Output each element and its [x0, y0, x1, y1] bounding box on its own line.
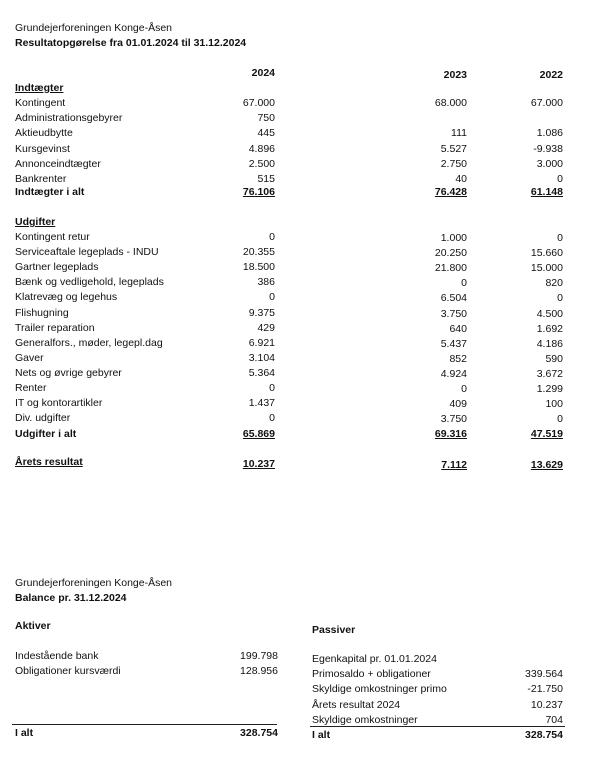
value-2022: 590	[545, 352, 563, 365]
value-2024: 2.500	[248, 157, 275, 170]
value-2023: 0	[461, 277, 467, 290]
value-2023: 2.750	[440, 157, 467, 170]
row-label: Nets og øvrige gebyrer	[15, 366, 122, 379]
liability-value: 339.564	[525, 668, 563, 681]
value-2023: 21.800	[434, 262, 467, 275]
expenses-heading: Udgifter	[15, 216, 56, 228]
row-label: Administrationsgebyrer	[15, 112, 123, 125]
result-label: Årets resultat	[15, 456, 83, 468]
value-2024: 429	[257, 321, 275, 334]
assets-heading: Aktiver	[15, 620, 51, 632]
row-label: Annonceindtægter	[15, 157, 101, 170]
liabilities-total-label: I alt	[312, 729, 331, 741]
result-2024: 10.237	[242, 458, 275, 470]
value-2024: 0	[269, 382, 275, 394]
liability-label: Egenkapital pr. 01.01.2024	[312, 653, 437, 665]
value-2022: 15.660	[530, 247, 563, 260]
row-label: Gaver	[15, 351, 44, 364]
value-2023: 409	[449, 398, 467, 411]
balance-org-name: Grundejerforeningen Konge-Åsen	[15, 577, 173, 589]
value-2024: 386	[257, 276, 275, 289]
row-label: Generalfors., møder, legepl.dag	[15, 336, 163, 349]
value-2024: 0	[269, 291, 275, 304]
liability-label: Primosaldo + obligationer	[312, 668, 431, 681]
value-2022: 1.086	[536, 127, 563, 140]
value-2022: 4.186	[536, 337, 563, 350]
row-label: Div. udgifter	[15, 412, 71, 425]
value-2023: 111	[451, 127, 467, 140]
value-2024: 0	[269, 412, 275, 425]
value-2023: 0	[461, 383, 467, 395]
row-label: IT og kontorartikler	[15, 397, 103, 410]
assets-total-rule	[12, 724, 277, 725]
row-label: Flishugning	[15, 306, 69, 319]
value-2024: 18.500	[242, 261, 275, 274]
value-2023: 68.000	[434, 97, 467, 109]
row-label: Gartner legeplads	[15, 261, 99, 274]
row-label: Kontingent retur	[15, 231, 90, 243]
income-statement-title: Resultatopgørelse fra 01.01.2024 til 31.12.2024	[15, 37, 247, 49]
asset-label: Indestående bank	[15, 650, 99, 662]
value-2023: 5.527	[440, 142, 467, 155]
value-2023: 1.000	[440, 232, 467, 244]
value-2022: 100	[545, 398, 563, 411]
row-label: Renter	[15, 382, 47, 394]
assets-total-value: 328.754	[240, 727, 278, 739]
value-2024: 3.104	[248, 351, 275, 364]
row-label: Aktieudbytte	[15, 127, 73, 140]
row-label: Kontingent	[15, 97, 66, 109]
liability-value: 704	[545, 713, 563, 726]
value-2023: 852	[449, 352, 467, 365]
value-2022: 0	[557, 173, 563, 185]
expenses-total-2024: 65.869	[242, 428, 275, 440]
value-2022: 15.000	[530, 262, 563, 275]
value-2024: 750	[257, 112, 275, 125]
value-2022: 4.500	[536, 307, 563, 320]
year-header-2024: 2024	[251, 67, 275, 79]
value-2024: 515	[257, 173, 275, 185]
value-2024: 5.364	[248, 366, 275, 379]
value-2024: 67.000	[242, 97, 275, 109]
row-label: Bænk og vedligehold, legeplads	[15, 276, 164, 289]
asset-value: 199.798	[240, 650, 278, 662]
liabilities-total-value: 328.754	[525, 729, 563, 741]
balance-title: Balance pr. 31.12.2024	[15, 592, 127, 604]
value-2022: 1.299	[536, 383, 563, 395]
expenses-total-2022: 47.519	[530, 428, 563, 440]
year-header-2023: 2023	[443, 69, 467, 81]
value-2023: 20.250	[434, 247, 467, 260]
value-2023: 3.750	[440, 413, 467, 426]
value-2022: 820	[545, 277, 563, 290]
value-2024: 9.375	[248, 306, 275, 319]
liability-label: Årets resultat 2024	[312, 698, 401, 711]
value-2022: 0	[557, 232, 563, 244]
liability-value: 10.237	[530, 698, 563, 711]
revenue-total-2023: 76.428	[434, 186, 467, 198]
value-2022: 1.692	[536, 322, 563, 335]
row-label: Serviceaftale legeplads - INDU	[15, 246, 159, 259]
value-2023: 3.750	[440, 307, 467, 320]
result-2023: 7.112	[441, 459, 467, 471]
year-header-2022: 2022	[539, 69, 563, 81]
liability-label: Skyldige omkostninger primo	[312, 683, 447, 696]
row-label: Klatrevæg og legehus	[15, 291, 118, 304]
asset-label: Obligationer kursværdi	[15, 665, 121, 677]
value-2024: 0	[269, 231, 275, 243]
value-2022: 0	[557, 413, 563, 426]
value-2022: -9.938	[533, 142, 563, 155]
asset-value: 128.956	[240, 665, 278, 677]
value-2023: 6.504	[440, 292, 467, 305]
value-2023: 4.924	[440, 367, 467, 380]
revenue-total-label: Indtægter i alt	[15, 186, 85, 198]
value-2024: 4.896	[248, 142, 275, 155]
liabilities-heading: Passiver	[312, 624, 356, 636]
value-2024: 20.355	[242, 246, 275, 259]
liabilities-total-rule	[310, 726, 565, 727]
org-name: Grundejerforeningen Konge-Åsen	[15, 22, 173, 34]
value-2024: 1.437	[248, 397, 275, 410]
row-label: Bankrenter	[15, 173, 67, 185]
value-2023: 40	[455, 173, 467, 185]
value-2022: 67.000	[530, 97, 563, 109]
row-label: Trailer reparation	[15, 321, 95, 334]
revenue-total-2024: 76.106	[242, 186, 275, 198]
expenses-total-2023: 69.316	[434, 428, 467, 440]
liability-value: -21.750	[527, 683, 563, 696]
revenue-total-2022: 61.148	[530, 186, 563, 198]
revenue-heading: Indtægter	[15, 82, 64, 94]
value-2023: 640	[449, 322, 467, 335]
liability-label: Skyldige omkostninger	[312, 713, 418, 726]
value-2024: 6.921	[248, 336, 275, 349]
value-2022: 3.672	[536, 367, 563, 380]
value-2022: 3.000	[536, 157, 563, 170]
value-2023: 5.437	[440, 337, 467, 350]
value-2024: 445	[257, 127, 275, 140]
assets-total-label: I alt	[15, 727, 34, 739]
result-2022: 13.629	[530, 459, 563, 471]
row-label: Kursgevinst	[15, 142, 70, 155]
value-2022: 0	[557, 292, 563, 305]
expenses-total-label: Udgifter i alt	[15, 428, 77, 440]
